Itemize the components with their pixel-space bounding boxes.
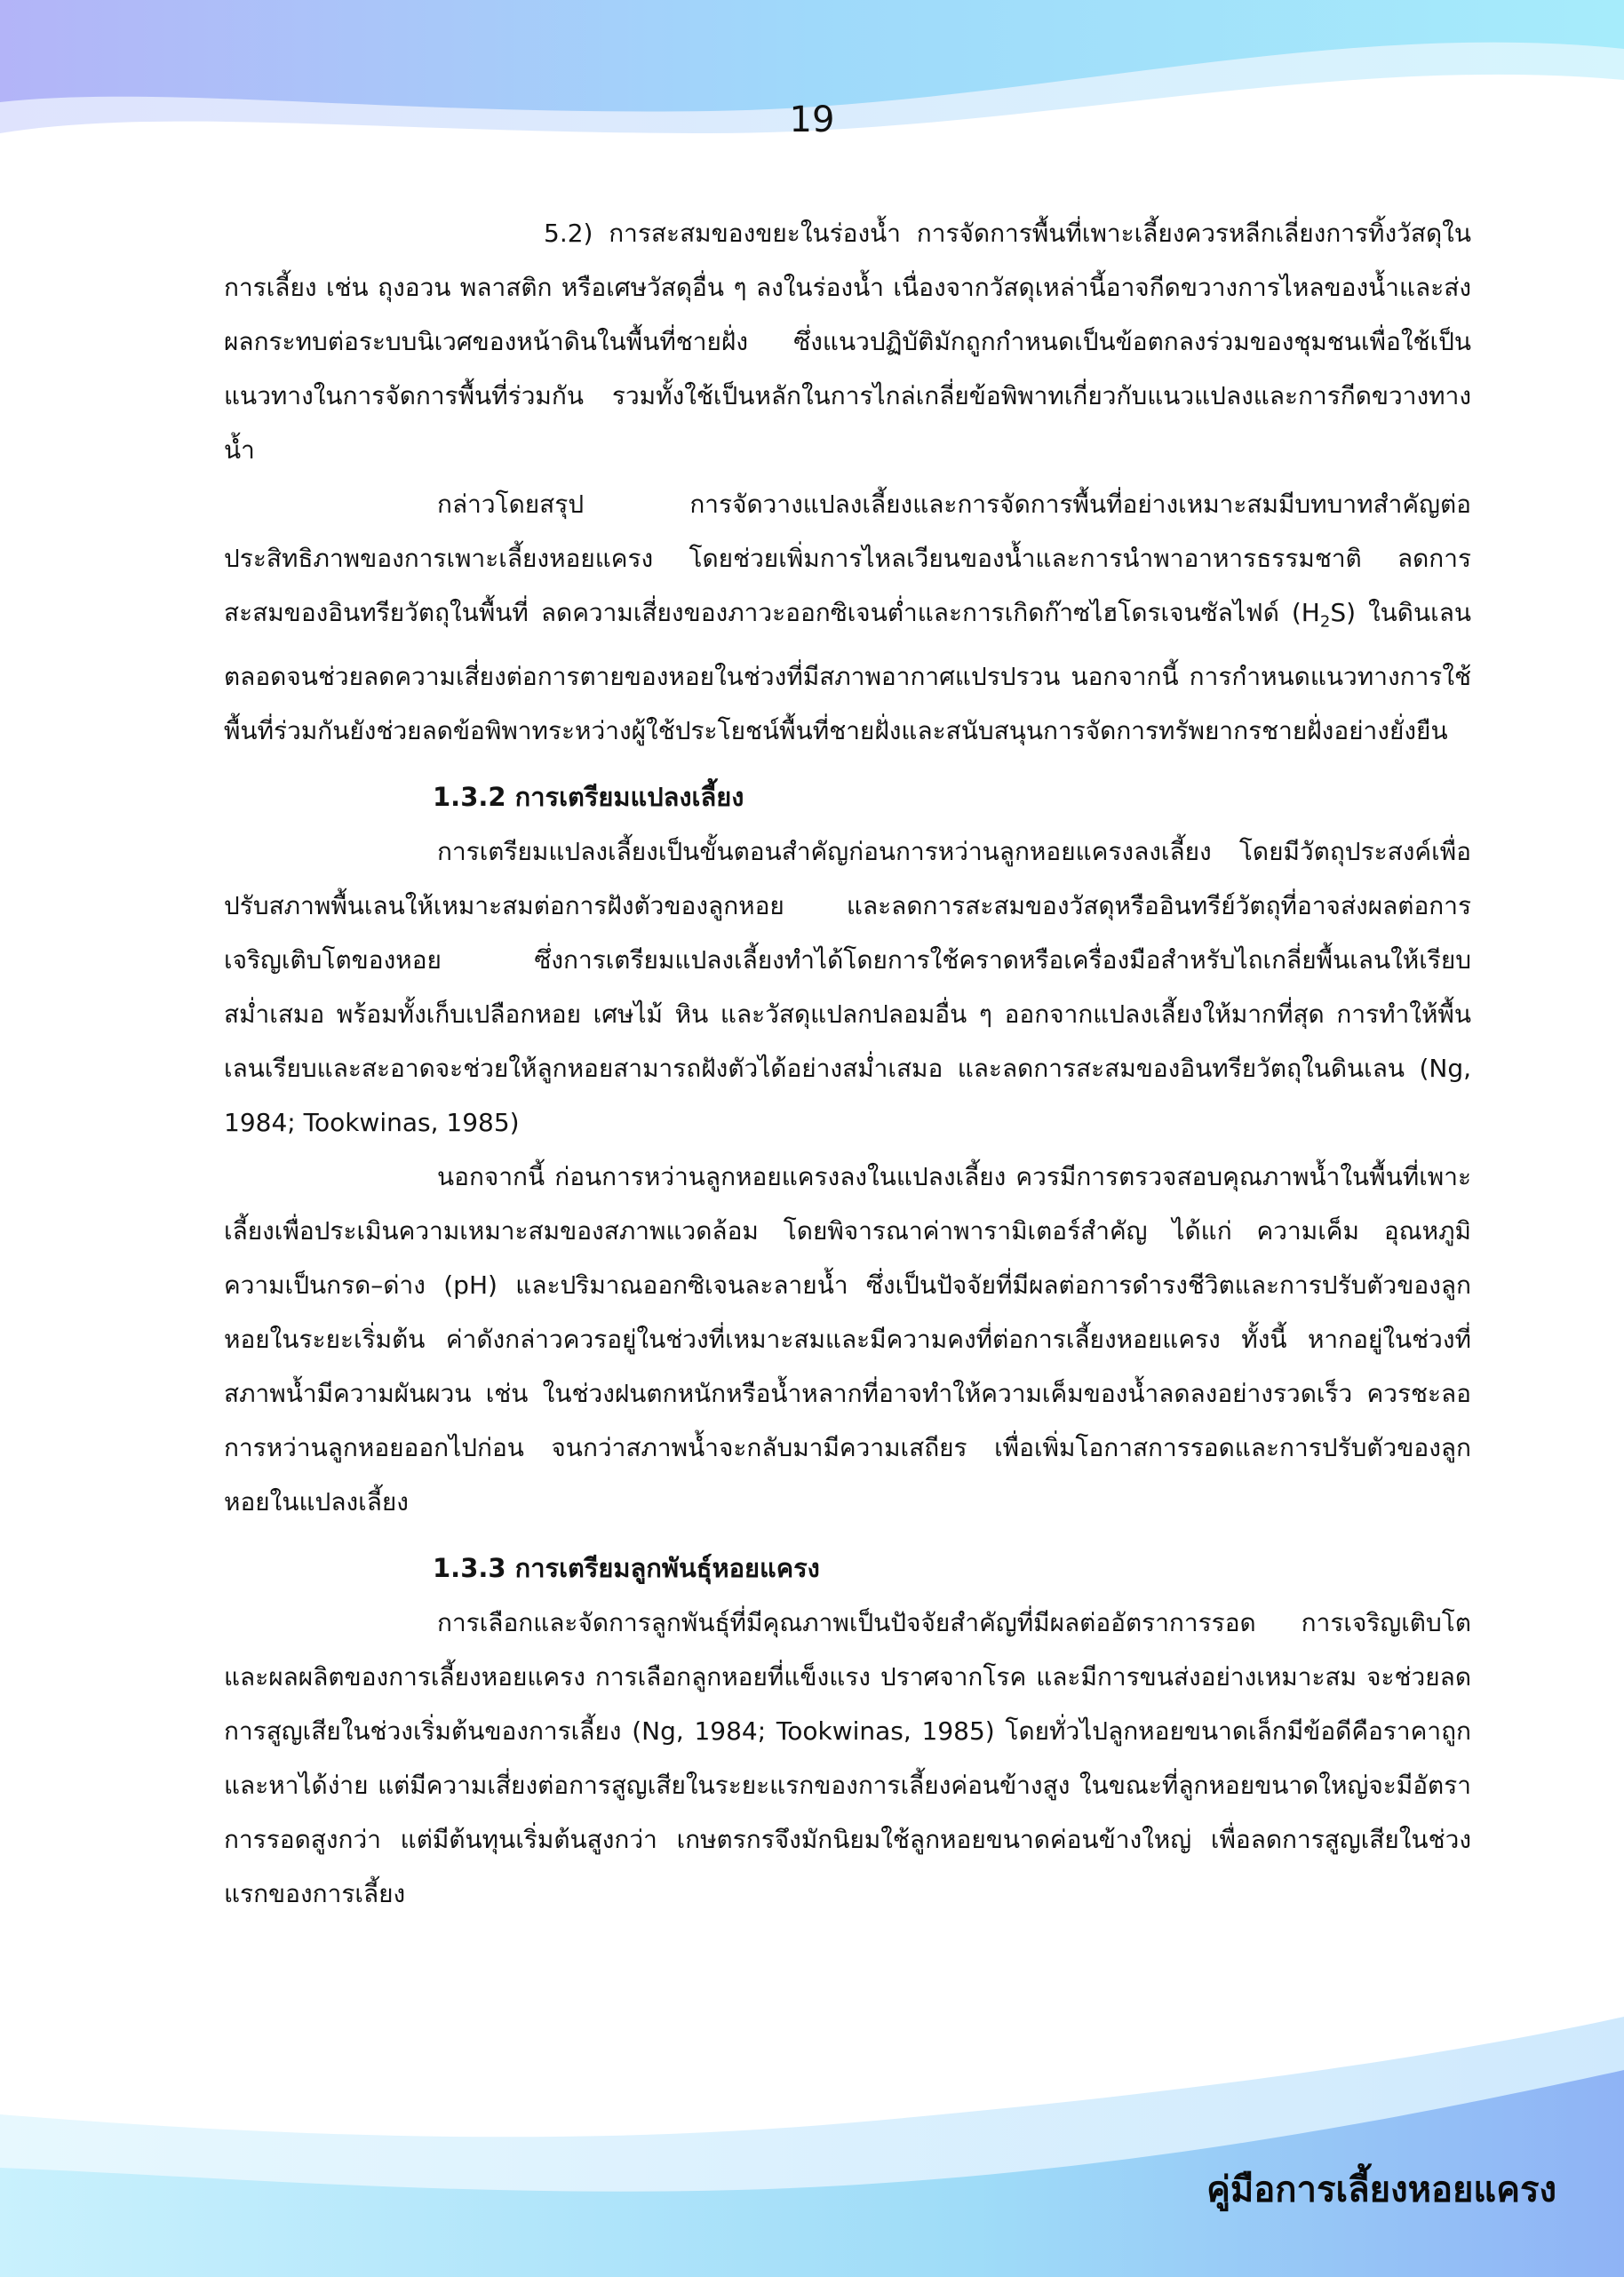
document-body — [224, 206, 1471, 1921]
footer-book-title: คู่มือการเลี้ยงหอยแครง — [1206, 2170, 1556, 2210]
summary-text-part2: S) ในดินเลน ตลอดจนช่วยลดความเสี่ยงต่อการตายของหอยในช่วงที่มีสภาพอากาศแปรปรวน นอกจากนี้ การกำหนดแนวทางการใช้พื้นที่ร่วมกันยังช่วยลดข้อพิพาทระหว่างผู้ใช้ประโยชน์พื้นที่ชายฝั่งและสนับสนุนการจัดการทรัพยากรชายฝั่งอย่างยั่งยืน — [224, 598, 1472, 745]
h2s-subscript: 2 — [1319, 612, 1331, 632]
paragraph-plot-preparation: การเตรียมแปลงเลี้ยงเป็นขั้นตอนสำคัญก่อนการหว่านลูกหอยแครงลงเลี้ยง โดยมีวัตถุประสงค์เพื่อปรับสภาพพื้นเลนให้เหมาะสมต่อการฝังตัวของลูกหอย และลดการสะสมของวัสดุหรืออินทรีย์วัตถุที่อาจส่งผลต่อการเจริญเติบโตของหอย ซึ่งการเตรียมแปลงเลี้ยงทำได้โดยการใช้คราดหรือเครื่องมือสำหรับไถเกลี่ยพื้นเลนให้เรียบสม่ำเสมอ พร้อมทั้งเก็บเปลือกหอย เศษไม้ หิน และวัสดุแปลกปลอมอื่น ๆ ออกจากแปลงเลี้ยงให้มากที่สุด การทำให้พื้นเลนเรียบและสะอาดจะช่วยให้ลูกหอยสามารถฝังตัวได้อย่างสม่ำเสมอ และลดการสะสมของอินทรียวัตถุในดินเลน (Ng, 1984; Tookwinas, 1985) — [224, 836, 1471, 1137]
section-heading-1-3-3: 1.3.3 การเตรียมลูกพันธุ์หอยแครง — [433, 1552, 820, 1583]
paragraph-5-2: 5.2) การสะสมของขยะในร่องน้ำ การจัดการพื้นที่เพาะเลี้ยงควรหลีกเลี่ยงการทิ้งวัสดุในการเลี้ยง เช่น ถุงอวน พลาสติก หรือเศษวัสดุอื่น ๆ ลงในร่องน้ำ เนื่องจากวัสดุเหล่านี้อาจกีดขวางการไหลของน้ำและส่งผลกระทบต่อระบบนิเวศของหน้าดินในพื้นที่ชายฝั่ง ซึ่งแนวปฏิบัติมักถูกกำหนดเป็นข้อตกลงร่วมของชุมชนเพื่อใช้เป็นแนวทางในการจัดการพื้นที่ร่วมกัน รวมทั้งใช้เป็นหลักในการไกล่เกลี่ยข้อพิพาทเกี่ยวกับแนวแปลงและการกีดขวางทางน้ำ — [224, 219, 1471, 465]
section-heading-1-3-2: 1.3.2 การเตรียมแปลงเลี้ยง — [433, 781, 744, 812]
summary-text-part1: กล่าวโดยสรุป การจัดวางแปลงเลี้ยงและการจัดการพื้นที่อย่างเหมาะสมมีบทบาทสำคัญต่อประสิทธิภาพของการเพาะเลี้ยงหอยแครง โดยช่วยเพิ่มการไหลเวียนของน้ำและการนำพาอาหารธรรมชาติ ลดการสะสมของอินทรียวัตถุในพื้นที่ ลดความเสี่ยงของภาวะออกซิเจนต่ำและการเกิดก๊าซไฮโดรเจนซัลไฟด์ (H — [224, 490, 1471, 627]
paragraph-water-quality: นอกจากนี้ ก่อนการหว่านลูกหอยแครงลงในแปลงเลี้ยง ควรมีการตรวจสอบคุณภาพน้ำในพื้นที่เพาะเลี้ยงเพื่อประเมินความเหมาะสมของสภาพแวดล้อม โดยพิจารณาค่าพารามิเตอร์สำคัญ ได้แก่ ความเค็ม อุณหภูมิ ความเป็นกรด–ด่าง (pH) และปริมาณออกซิเจนละลายน้ำ ซึ่งเป็นปัจจัยที่มีผลต่อการดำรงชีวิตและการปรับตัวของลูกหอยในระยะเริ่มต้น ค่าดังกล่าวควรอยู่ในช่วงที่เหมาะสมและมีความคงที่ต่อการเลี้ยงหอยแครง ทั้งนี้ หากอยู่ในช่วงที่สภาพน้ำมีความผันผวน เช่น ในช่วงฝนตกหนักหรือน้ำหลากที่อาจทำให้ความเค็มของน้ำลดลงอย่างรวดเร็ว ควรชะลอการหว่านลูกหอยออกไปก่อน จนกว่าสภาพน้ำจะกลับมามีความเสถียร เพื่อเพิ่มโอกาสการรอดและการปรับตัวของลูกหอยในแปลงเลี้ยง — [224, 1161, 1471, 1517]
page-number: 19 — [789, 100, 835, 140]
paragraph-summary — [224, 477, 1471, 758]
paragraph-seed-selection: การเลือกและจัดการลูกพันธุ์ที่มีคุณภาพเป็นปัจจัยสำคัญที่มีผลต่ออัตราการรอด การเจริญเติบโต และผลผลิตของการเลี้ยงหอยแครง การเลือกลูกหอยที่แข็งแรง ปราศจากโรค และมีการขนส่งอย่างเหมาะสม จะช่วยลดการสูญเสียในช่วงเริ่มต้นของการเลี้ยง (Ng, 1984; Tookwinas, 1985) โดยทั่วไปลูกหอยขนาดเล็กมีข้อดีคือราคาถูกและหาได้ง่าย แต่มีความเสี่ยงต่อการสูญเสียในระยะแรกของการเลี้ยงค่อนข้างสูง ในขณะที่ลูกหอยขนาดใหญ่จะมีอัตราการรอดสูงกว่า แต่มีต้นทุนเริ่มต้นสูงกว่า เกษตรกรจึงมักนิยมใช้ลูกหอยขนาดค่อนข้างใหญ่ เพื่อลดการสูญเสียในช่วงแรกของการเลี้ยง — [224, 1607, 1471, 1908]
